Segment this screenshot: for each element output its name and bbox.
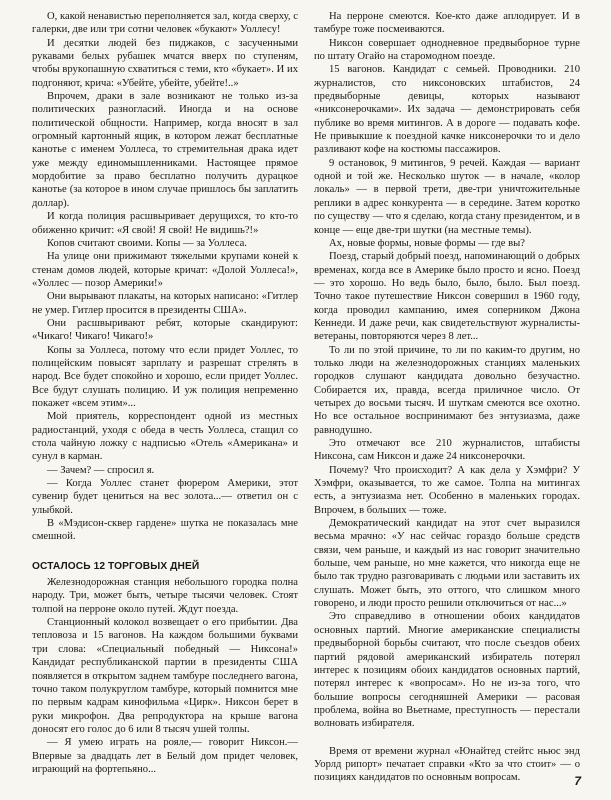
paragraph: Это справедливо в отношении обоих кандидатов основных партий. Многие американские специалисты предвыборной борьбы считают, что после съездов обеих партий рядовой американский избиратель потерял интерес к позициям обоих кандидатов основных партий, потерял интерес к «вопросам». Но не из-за того, что большие вопросы сегодняшней Америки — расовая проблема, война во Вьетнаме, преступность — перестали волновать избирателя. bbox=[314, 611, 580, 730]
paragraph: Демократический кандидат на этот счет выразился весьма мрачно: «У нас сейчас гораздо больше средств связи, чем раньше, и каждый из нас говорит значительно больше, чем раньше, но мне кажется, что никогда еще не было так трудно разговаривать с людьми или заставить их слушать. Может быть, это оттого, что слишком много говорено, и люди просто решили отключиться от нас...» bbox=[314, 518, 580, 610]
paragraph: Впрочем, драки в зале возникают не только из-за политических разногласий. Иногда и на основе политической общности. Например, когда вносят в зал огромный картонный ящик, в котором лежат бесплатные канотье с именем Уоллеса, то стремительная драка идет уже между единомышленниками. Настоящее прямое мордобитие за право бесплатно получить дурацкое канотье (за которое в ином случае пришлось бы заплатить доллар). bbox=[32, 91, 298, 209]
paragraph: И десятки людей без пиджаков, с засученными рукавами белых рубашек мчатся вверх по ступеням, чтобы врукопашную схватиться с теми, кто «букает». И их подгоняют, крича: «Убейте, убейте, убейте!..» bbox=[32, 37, 298, 89]
paragraph: Станционный колокол возвещает о его прибытии. Два тепловоза и 15 вагонов. На каждом большими буквами три слова: «Специальный победный — Никсона!» Кандидат республиканской партии в президенты США появляется в открытом заднем тамбуре последнего вагона, точно таком полукруглом тамбуре, который помнится мне по первым кадрам кинофильма «Цирк». Никсон берет в руки микрофон. Два репродуктора на крыше вагона доносят его голос до 6 или 8 тысяч ушей толпы. bbox=[32, 617, 298, 735]
paragraph: Никсон совершает однодневное предвыборное турне по штату Огайо на старомодном поезде. bbox=[314, 37, 580, 63]
paragraph: На перроне смеются. Кое-кто даже аплодирует. И в тамбуре тоже посмеиваются. bbox=[314, 11, 580, 36]
paragraph: И когда полиция расшвыривает дерущихся, то кто-то обиженно кричит: «Я свой! Я свой! Не видишь?!» bbox=[32, 211, 298, 236]
paragraph: Поезд, старый добрый поезд, напоминающий о добрых временах, когда все в Америке было просто и ясно. Поезд — это хорошо. Но ведь было, было, было. Был поезд. Точно такое путешествие Никсон совершил в 1960 году, когда проводил кампанию, имея соперником Джона Кеннеди. И даже речи, как свидетельствуют журналисты-ветераны, повторяются через 8 лет... bbox=[314, 251, 580, 343]
paragraph: То ли по этой причине, то ли по каким-то другим, но только люди на железнодорожных станциях маленьких городков слушают кандидата довольно безучастно. Собирается их, правда, всегда приличное число. От четырех до восьми тысяч. И шуткам смеются все охотно. Но все остальное воспринимают без энтузиазма, даже равнодушно. bbox=[314, 344, 580, 436]
section-heading: ОСТАЛОСЬ 12 ТОРГОВЫХ ДНЕЙ bbox=[32, 560, 200, 572]
paragraph: Копы за Уоллеса, потому что если придет Уоллес, то полицейским повысят зарплату и разрешат стрелять в народ. Все будет спокойно и хорошо, если придет Уоллес. Все будут слушать полицию. И уж полиция непременно покажет «всем этим»... bbox=[32, 344, 298, 409]
paragraph: Копов считают своими. Копы — за Уоллеса. bbox=[47, 237, 247, 249]
paragraph: 9 остановок, 9 митингов, 9 речей. Каждая — вариант одной и той же. Несколько шуток — в начале, «колор локаль» — в первой трети, две-три уничтожительные реплики в адрес конкурента — в середине. Затем коротко по существу — что я сделаю, когда стану президентом, и в конце — еще две-три шутки (на местные темы). bbox=[314, 157, 580, 236]
paragraph: На улице они прижимают тяжелыми крупами коней к стенам домов людей, которые кричат: «Долой Уоллеса!», «Уоллес — позор Америки!» bbox=[32, 251, 298, 289]
paragraph: 15 вагонов. Кандидат с семьей. Проводники. 210 журналистов, сто никсоновских штабистов, 24 предвыборные девицы, которых называют «никсонерочками». Их задача — демонстрировать себя публике во время митингов. А в дороге — подавать кофе. Не привыкшие к поездной качке никсонерочки то и дело разливают кофе на костюмы пассажиров. bbox=[314, 64, 580, 156]
paragraph: Почему? Что происходит? А как дела у Хэмфри? У Хэмфри, оказывается, то же самое. Толпа на митингах есть, а энтузиазма нет. Особенно в маленьких городах. Впрочем, в больших — тоже. bbox=[314, 464, 580, 516]
paragraph: Время от времени журнал «Юнайтед стейтс ньюс энд Уорлд рипорт» печатает справки «Кто за что стоит» — о позициях кандидатов по основным вопросам. bbox=[314, 745, 580, 784]
paragraph: Ах, новые формы, новые формы — где вы? bbox=[329, 237, 525, 249]
paragraph: — Я умею играть на рояле,— говорит Никсон.— Впервые за двадцать лет в Белый дом придет человек, играющий на фортепьяно... bbox=[32, 737, 298, 775]
paragraph: Железнодорожная станция небольшого городка полна народу. Три, может быть, четыре тысячи человек. Стоят толпой на перроне около путей. Ждут поезда. bbox=[32, 577, 298, 615]
paragraph: Это отмечают все 210 журналистов, штабисты Никсона, сам Никсон и даже 24 никсонерочки. bbox=[314, 438, 580, 463]
paragraph: Они расшвыривают ребят, которые скандируют: «Чикаго! Чикаго! Чикаго!» bbox=[32, 317, 298, 343]
right-column bbox=[314, 10, 580, 785]
paragraph: — Зачем? — спросил я. bbox=[47, 464, 155, 476]
page-number: 7 bbox=[574, 774, 581, 788]
paragraph: Мой приятель, корреспондент одной из местных радиостанций, уходя с обеда в честь Уоллеса, стащил со стола чайную ложку с надписью «Отель «Американа» и сунул в карман. bbox=[32, 411, 298, 463]
paragraph: О, какой ненавистью переполняется зал, когда сверху, с галерки, две или три сотни человек «букают» Уоллесу! bbox=[32, 11, 298, 36]
paragraph: В «Мэдисон-сквер гардене» шутка не показалась мне смешной. bbox=[32, 518, 298, 543]
left-column bbox=[32, 10, 298, 776]
paragraph: Они вырывают плакаты, на которых написано: «Гитлер не умер. Гитлер просится в президенты США». bbox=[32, 291, 298, 316]
paragraph: — Когда Уоллес станет фюрером Америки, этот сувенир будет цениться на вес золота...— ответил он с улыбкой. bbox=[32, 478, 298, 516]
